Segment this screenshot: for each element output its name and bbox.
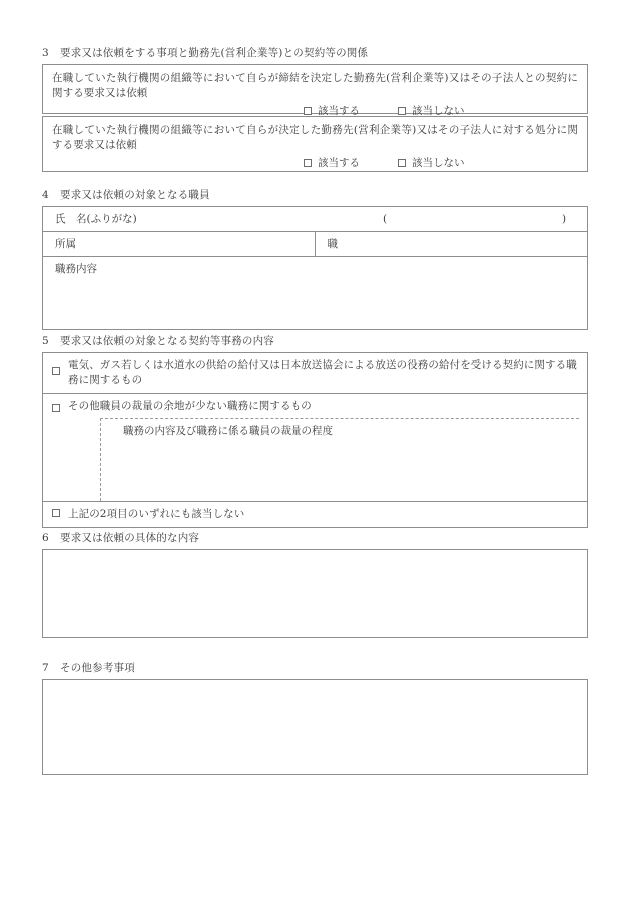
- table-row-name: [43, 207, 588, 232]
- section-5-item-1-text: 電気、ガス若しくは水道水の供給の給付又は日本放送協会による放送の役務の給付を受ける契約に関する職務に関するもの: [68, 359, 577, 386]
- choice-label: 該当しない: [412, 157, 465, 169]
- checkbox-icon[interactable]: [52, 404, 60, 412]
- section-5-item-3[interactable]: [43, 502, 587, 527]
- section-3-item-2-choices: [52, 156, 578, 170]
- section-4-table: [42, 206, 588, 330]
- checkbox-icon[interactable]: [304, 107, 312, 115]
- section-3-heading: [42, 46, 588, 60]
- kana-paren-close: ): [562, 213, 567, 225]
- section-7-heading: [42, 661, 588, 675]
- section-5-item-3-text: 上記の2項目のいずれにも該当しない: [68, 508, 245, 520]
- section-7-answer-box[interactable]: [42, 679, 588, 775]
- section-4-number: 4: [42, 189, 49, 201]
- section-7-title: その他参考事項: [60, 662, 135, 674]
- section-4: [42, 188, 588, 330]
- section-3-item-1-choice-applicable[interactable]: [304, 104, 360, 118]
- section-3-item-1-box: [42, 64, 588, 117]
- section-5: [42, 334, 588, 528]
- section-5-item-2-detail-label: 職務の内容及び職務に係る職員の裁量の程度: [123, 425, 333, 437]
- section-7-number: 7: [42, 662, 49, 674]
- affiliation-label: 所属: [55, 238, 76, 250]
- section-6-number: 6: [42, 532, 49, 544]
- checkbox-icon[interactable]: [304, 159, 312, 167]
- section-3-item-1-text: 在職していた執行機関の組織等において自らが締結を決定した勤務先(営利企業等)又はその子法人との契約に関する要求又は依頼: [52, 72, 578, 99]
- section-5-item-2-text: その他職員の裁量の余地が少ない職務に関するもの: [68, 400, 312, 412]
- duties-cell[interactable]: [43, 257, 588, 330]
- section-3-item-1-choice-not-applicable[interactable]: [398, 104, 465, 118]
- position-cell[interactable]: [315, 232, 588, 257]
- name-cell[interactable]: [43, 207, 588, 232]
- section-3-item-2-box: [42, 116, 588, 172]
- section-5-number: 5: [42, 335, 49, 347]
- section-5-title: 要求又は依頼の対象となる契約等事務の内容: [60, 335, 274, 347]
- checkbox-icon[interactable]: [398, 159, 406, 167]
- choice-label: 該当する: [318, 157, 360, 169]
- section-3-item-2-text: 在職していた執行機関の組織等において自らが決定した勤務先(営利企業等)又はその子法人に対する処分に関する要求又は依頼: [52, 124, 578, 151]
- section-3: [42, 46, 588, 172]
- section-5-box: [42, 352, 588, 528]
- section-6-title: 要求又は依頼の具体的な内容: [60, 532, 200, 544]
- checkbox-icon[interactable]: [52, 509, 60, 517]
- section-3-number: 3: [42, 47, 49, 59]
- kana-paren-open: (: [383, 213, 388, 225]
- name-label: 氏 名(ふりがな): [55, 213, 137, 225]
- checkbox-icon[interactable]: [52, 367, 60, 375]
- choice-label: 該当する: [318, 105, 360, 117]
- section-3-title: 要求又は依頼をする事項と勤務先(営利企業等)との契約等の関係: [60, 47, 369, 59]
- section-7: [42, 661, 588, 775]
- section-5-item-2-detail-box[interactable]: [100, 418, 579, 501]
- section-5-item-2-header[interactable]: [52, 399, 579, 414]
- choice-label: 該当しない: [412, 105, 465, 117]
- section-3-item-2-choice-not-applicable[interactable]: [398, 156, 465, 170]
- section-5-item-2: [43, 394, 587, 502]
- checkbox-icon[interactable]: [398, 107, 406, 115]
- section-4-heading: [42, 188, 588, 202]
- section-6-heading: [42, 531, 588, 545]
- table-row-affiliation: [43, 232, 588, 257]
- section-5-heading: [42, 334, 588, 348]
- section-6-answer-box[interactable]: [42, 549, 588, 638]
- section-4-title: 要求又は依頼の対象となる職員: [60, 189, 210, 201]
- affiliation-cell[interactable]: [43, 232, 316, 257]
- section-6: [42, 531, 588, 638]
- section-3-item-2-choice-applicable[interactable]: [304, 156, 360, 170]
- duties-label: 職務内容: [55, 263, 97, 275]
- position-label: 職: [327, 238, 338, 250]
- table-row-duties: [43, 257, 588, 330]
- section-5-item-1[interactable]: [43, 353, 587, 394]
